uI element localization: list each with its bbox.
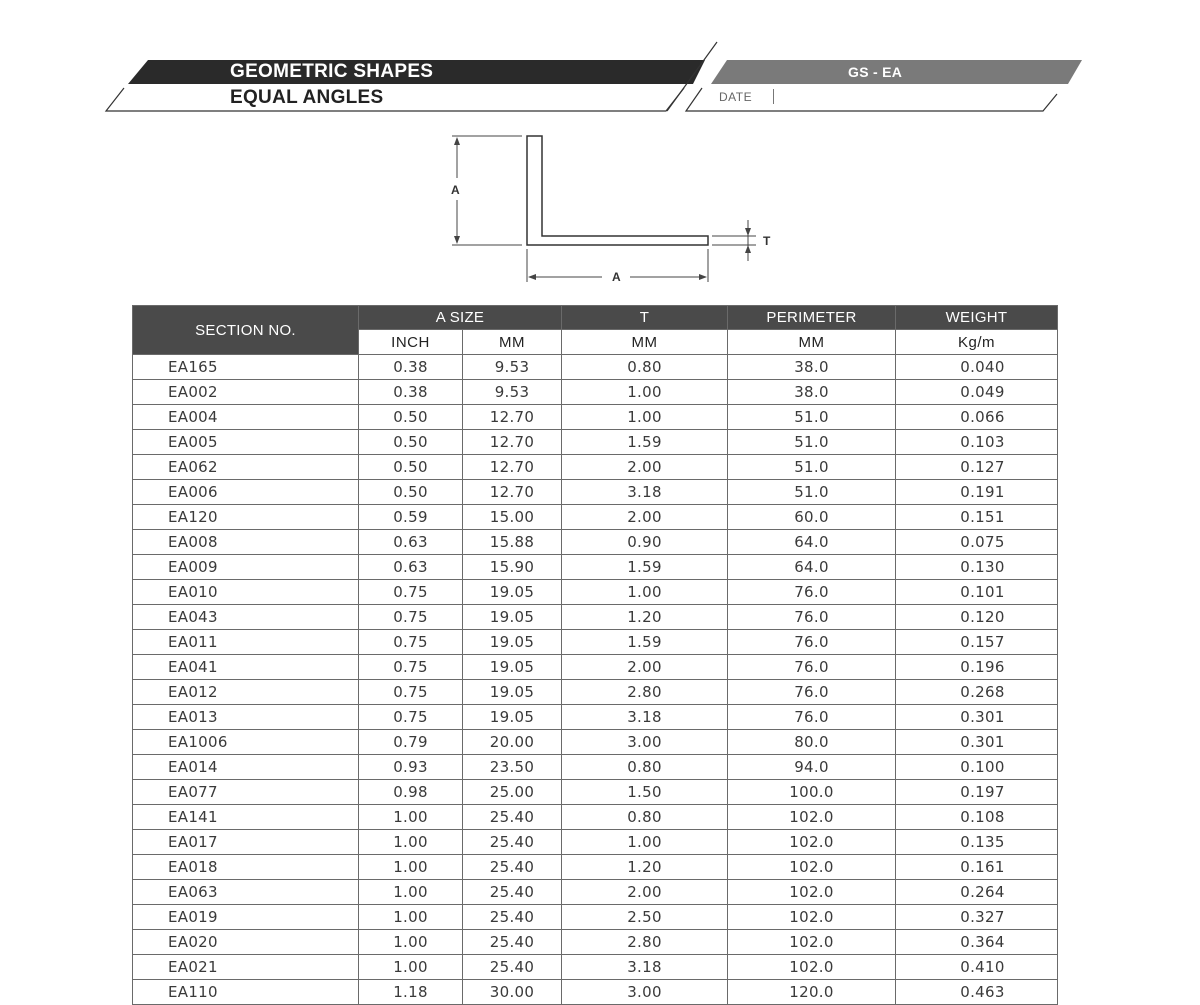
weight-cell: 0.264 — [896, 880, 1058, 905]
table-row — [133, 530, 1058, 555]
perimeter-cell: 120.0 — [728, 980, 896, 1005]
weight-cell: 0.191 — [896, 480, 1058, 505]
perimeter-cell: 80.0 — [728, 730, 896, 755]
table-row — [133, 805, 1058, 830]
header-unit-mm-perimeter: MM — [728, 330, 896, 355]
t-mm-cell: 3.18 — [562, 480, 728, 505]
inch-cell: 1.00 — [359, 905, 463, 930]
perimeter-cell: 76.0 — [728, 705, 896, 730]
t-mm-cell: 2.00 — [562, 505, 728, 530]
section-no-cell: EA077 — [133, 780, 359, 805]
dimension-label-a-vertical: A — [451, 183, 460, 197]
weight-cell: 0.161 — [896, 855, 1058, 880]
table-row — [133, 580, 1058, 605]
table-row — [133, 405, 1058, 430]
mm-cell: 25.40 — [463, 855, 562, 880]
weight-cell: 0.301 — [896, 730, 1058, 755]
weight-cell: 0.103 — [896, 430, 1058, 455]
mm-cell: 25.00 — [463, 780, 562, 805]
mm-cell: 19.05 — [463, 680, 562, 705]
inch-cell: 0.75 — [359, 705, 463, 730]
inch-cell: 1.00 — [359, 855, 463, 880]
section-no-cell: EA165 — [133, 355, 359, 380]
table-row — [133, 830, 1058, 855]
t-mm-cell: 1.50 — [562, 780, 728, 805]
section-no-cell: EA020 — [133, 930, 359, 955]
mm-cell: 19.05 — [463, 705, 562, 730]
page-subtitle: EQUAL ANGLES — [230, 87, 384, 108]
mm-cell: 12.70 — [463, 480, 562, 505]
t-mm-cell: 0.80 — [562, 355, 728, 380]
mm-cell: 19.05 — [463, 605, 562, 630]
t-mm-cell: 1.59 — [562, 555, 728, 580]
table-row — [133, 755, 1058, 780]
section-no-cell: EA014 — [133, 755, 359, 780]
table-row — [133, 930, 1058, 955]
perimeter-cell: 102.0 — [728, 880, 896, 905]
inch-cell: 0.93 — [359, 755, 463, 780]
section-no-cell: EA008 — [133, 530, 359, 555]
table-row — [133, 980, 1058, 1005]
page-title: GEOMETRIC SHAPES — [230, 61, 434, 82]
section-no-cell: EA002 — [133, 380, 359, 405]
mm-cell: 12.70 — [463, 430, 562, 455]
arrow-up-icon — [454, 137, 460, 145]
header-section-no: SECTION NO. — [133, 306, 359, 355]
section-no-cell: EA009 — [133, 555, 359, 580]
equal-angle-diagram — [430, 128, 790, 288]
inch-cell: 1.00 — [359, 805, 463, 830]
arrow-left-icon — [528, 274, 536, 280]
table-row — [133, 555, 1058, 580]
section-no-cell: EA062 — [133, 455, 359, 480]
mm-cell: 25.40 — [463, 830, 562, 855]
perimeter-cell: 102.0 — [728, 955, 896, 980]
inch-cell: 0.50 — [359, 455, 463, 480]
inch-cell: 0.38 — [359, 380, 463, 405]
section-no-cell: EA141 — [133, 805, 359, 830]
perimeter-cell: 94.0 — [728, 755, 896, 780]
section-no-cell: EA012 — [133, 680, 359, 705]
table-row — [133, 430, 1058, 455]
table-row — [133, 505, 1058, 530]
t-mm-cell: 1.20 — [562, 605, 728, 630]
perimeter-cell: 38.0 — [728, 355, 896, 380]
table-row — [133, 680, 1058, 705]
header-unit-mm-a: MM — [463, 330, 562, 355]
header-a-size: A SIZE — [359, 306, 562, 330]
header-graphic — [0, 0, 1200, 120]
t-mm-cell: 2.80 — [562, 930, 728, 955]
table-row — [133, 380, 1058, 405]
inch-cell: 0.50 — [359, 480, 463, 505]
weight-cell: 0.327 — [896, 905, 1058, 930]
mm-cell: 9.53 — [463, 355, 562, 380]
inch-cell: 1.00 — [359, 880, 463, 905]
section-no-cell: EA021 — [133, 955, 359, 980]
weight-cell: 0.301 — [896, 705, 1058, 730]
angle-profile — [527, 136, 708, 245]
weight-cell: 0.151 — [896, 505, 1058, 530]
section-no-cell: EA013 — [133, 705, 359, 730]
t-mm-cell: 3.18 — [562, 705, 728, 730]
header-t: T — [562, 306, 728, 330]
inch-cell: 0.75 — [359, 580, 463, 605]
table-row — [133, 480, 1058, 505]
t-mm-cell: 0.90 — [562, 530, 728, 555]
perimeter-cell: 102.0 — [728, 805, 896, 830]
title-underline — [106, 88, 684, 111]
header-unit-inch: INCH — [359, 330, 463, 355]
perimeter-cell: 102.0 — [728, 905, 896, 930]
table-row — [133, 355, 1058, 380]
section-no-cell: EA004 — [133, 405, 359, 430]
perimeter-cell: 64.0 — [728, 530, 896, 555]
section-no-cell: EA006 — [133, 480, 359, 505]
equal-angles-table — [132, 305, 1058, 1005]
perimeter-cell: 76.0 — [728, 680, 896, 705]
weight-cell: 0.130 — [896, 555, 1058, 580]
weight-cell: 0.463 — [896, 980, 1058, 1005]
mm-cell: 15.88 — [463, 530, 562, 555]
mm-cell: 25.40 — [463, 930, 562, 955]
table-row — [133, 730, 1058, 755]
perimeter-cell: 102.0 — [728, 930, 896, 955]
perimeter-cell: 38.0 — [728, 380, 896, 405]
section-no-cell: EA063 — [133, 880, 359, 905]
t-mm-cell: 2.50 — [562, 905, 728, 930]
perimeter-cell: 51.0 — [728, 430, 896, 455]
header-unit-mm-t: MM — [562, 330, 728, 355]
section-no-cell: EA019 — [133, 905, 359, 930]
inch-cell: 1.00 — [359, 930, 463, 955]
perimeter-cell: 102.0 — [728, 855, 896, 880]
t-mm-cell: 3.00 — [562, 730, 728, 755]
inch-cell: 1.18 — [359, 980, 463, 1005]
inch-cell: 0.63 — [359, 555, 463, 580]
section-no-cell: EA011 — [133, 630, 359, 655]
perimeter-cell: 64.0 — [728, 555, 896, 580]
inch-cell: 0.38 — [359, 355, 463, 380]
t-mm-cell: 3.00 — [562, 980, 728, 1005]
perimeter-cell: 76.0 — [728, 580, 896, 605]
header-unit-kg-m: Kg/m — [896, 330, 1058, 355]
weight-cell: 0.101 — [896, 580, 1058, 605]
section-no-cell: EA017 — [133, 830, 359, 855]
t-mm-cell: 1.00 — [562, 405, 728, 430]
table-header-row — [133, 306, 1058, 330]
inch-cell: 0.79 — [359, 730, 463, 755]
inch-cell: 0.98 — [359, 780, 463, 805]
perimeter-cell: 51.0 — [728, 405, 896, 430]
date-label: DATE — [719, 90, 753, 104]
mm-cell: 12.70 — [463, 455, 562, 480]
weight-cell: 0.120 — [896, 605, 1058, 630]
weight-cell: 0.049 — [896, 380, 1058, 405]
mm-cell: 25.40 — [463, 880, 562, 905]
mm-cell: 23.50 — [463, 755, 562, 780]
mm-cell: 19.05 — [463, 630, 562, 655]
inch-cell: 0.59 — [359, 505, 463, 530]
t-mm-cell: 1.59 — [562, 430, 728, 455]
inch-cell: 1.00 — [359, 955, 463, 980]
weight-cell: 0.066 — [896, 405, 1058, 430]
t-mm-cell: 3.18 — [562, 955, 728, 980]
inch-cell: 0.63 — [359, 530, 463, 555]
t-mm-cell: 2.80 — [562, 680, 728, 705]
t-mm-cell: 2.00 — [562, 655, 728, 680]
inch-cell: 0.50 — [359, 405, 463, 430]
t-mm-cell: 1.20 — [562, 855, 728, 880]
section-no-cell: EA041 — [133, 655, 359, 680]
arrow-up-icon — [745, 245, 751, 253]
table-row — [133, 855, 1058, 880]
table-row — [133, 630, 1058, 655]
inch-cell: 1.00 — [359, 830, 463, 855]
inch-cell: 0.75 — [359, 655, 463, 680]
weight-cell: 0.075 — [896, 530, 1058, 555]
section-no-cell: EA043 — [133, 605, 359, 630]
section-no-cell: EA018 — [133, 855, 359, 880]
t-mm-cell: 1.00 — [562, 830, 728, 855]
mm-cell: 15.90 — [463, 555, 562, 580]
mm-cell: 25.40 — [463, 805, 562, 830]
table-row — [133, 705, 1058, 730]
mm-cell: 15.00 — [463, 505, 562, 530]
weight-cell: 0.410 — [896, 955, 1058, 980]
table-row — [133, 905, 1058, 930]
section-no-cell: EA120 — [133, 505, 359, 530]
weight-cell: 0.197 — [896, 780, 1058, 805]
table-row — [133, 455, 1058, 480]
document-code: GS - EA — [848, 64, 903, 80]
perimeter-cell: 76.0 — [728, 605, 896, 630]
inch-cell: 0.50 — [359, 430, 463, 455]
table-row — [133, 955, 1058, 980]
weight-cell: 0.100 — [896, 755, 1058, 780]
arrow-right-icon — [699, 274, 707, 280]
perimeter-cell: 51.0 — [728, 455, 896, 480]
mm-cell: 9.53 — [463, 380, 562, 405]
weight-cell: 0.127 — [896, 455, 1058, 480]
perimeter-cell: 76.0 — [728, 630, 896, 655]
perimeter-cell: 100.0 — [728, 780, 896, 805]
table-row — [133, 655, 1058, 680]
t-mm-cell: 0.80 — [562, 755, 728, 780]
arrow-down-icon — [745, 228, 751, 236]
t-mm-cell: 0.80 — [562, 805, 728, 830]
section-no-cell: EA005 — [133, 430, 359, 455]
t-mm-cell: 1.00 — [562, 580, 728, 605]
mm-cell: 19.05 — [463, 580, 562, 605]
perimeter-cell: 60.0 — [728, 505, 896, 530]
mm-cell: 20.00 — [463, 730, 562, 755]
weight-cell: 0.268 — [896, 680, 1058, 705]
mm-cell: 19.05 — [463, 655, 562, 680]
perimeter-cell: 51.0 — [728, 480, 896, 505]
inch-cell: 0.75 — [359, 605, 463, 630]
table-row — [133, 605, 1058, 630]
header-perimeter: PERIMETER — [728, 306, 896, 330]
table-body — [133, 355, 1058, 1005]
mm-cell: 30.00 — [463, 980, 562, 1005]
mm-cell: 25.40 — [463, 955, 562, 980]
dimension-label-a-horizontal: A — [612, 270, 621, 284]
weight-cell: 0.108 — [896, 805, 1058, 830]
mm-cell: 12.70 — [463, 405, 562, 430]
table-row — [133, 880, 1058, 905]
t-mm-cell: 2.00 — [562, 880, 728, 905]
header-weight: WEIGHT — [896, 306, 1058, 330]
weight-cell: 0.364 — [896, 930, 1058, 955]
t-mm-cell: 1.00 — [562, 380, 728, 405]
weight-cell: 0.135 — [896, 830, 1058, 855]
inch-cell: 0.75 — [359, 680, 463, 705]
weight-cell: 0.157 — [896, 630, 1058, 655]
section-no-cell: EA110 — [133, 980, 359, 1005]
section-no-cell: EA1006 — [133, 730, 359, 755]
perimeter-cell: 76.0 — [728, 655, 896, 680]
weight-cell: 0.040 — [896, 355, 1058, 380]
arrow-down-icon — [454, 236, 460, 244]
mm-cell: 25.40 — [463, 905, 562, 930]
table-row — [133, 780, 1058, 805]
t-mm-cell: 1.59 — [562, 630, 728, 655]
section-no-cell: EA010 — [133, 580, 359, 605]
dimension-label-t: T — [763, 234, 771, 248]
inch-cell: 0.75 — [359, 630, 463, 655]
date-field-cursor — [773, 89, 774, 104]
t-mm-cell: 2.00 — [562, 455, 728, 480]
perimeter-cell: 102.0 — [728, 830, 896, 855]
weight-cell: 0.196 — [896, 655, 1058, 680]
